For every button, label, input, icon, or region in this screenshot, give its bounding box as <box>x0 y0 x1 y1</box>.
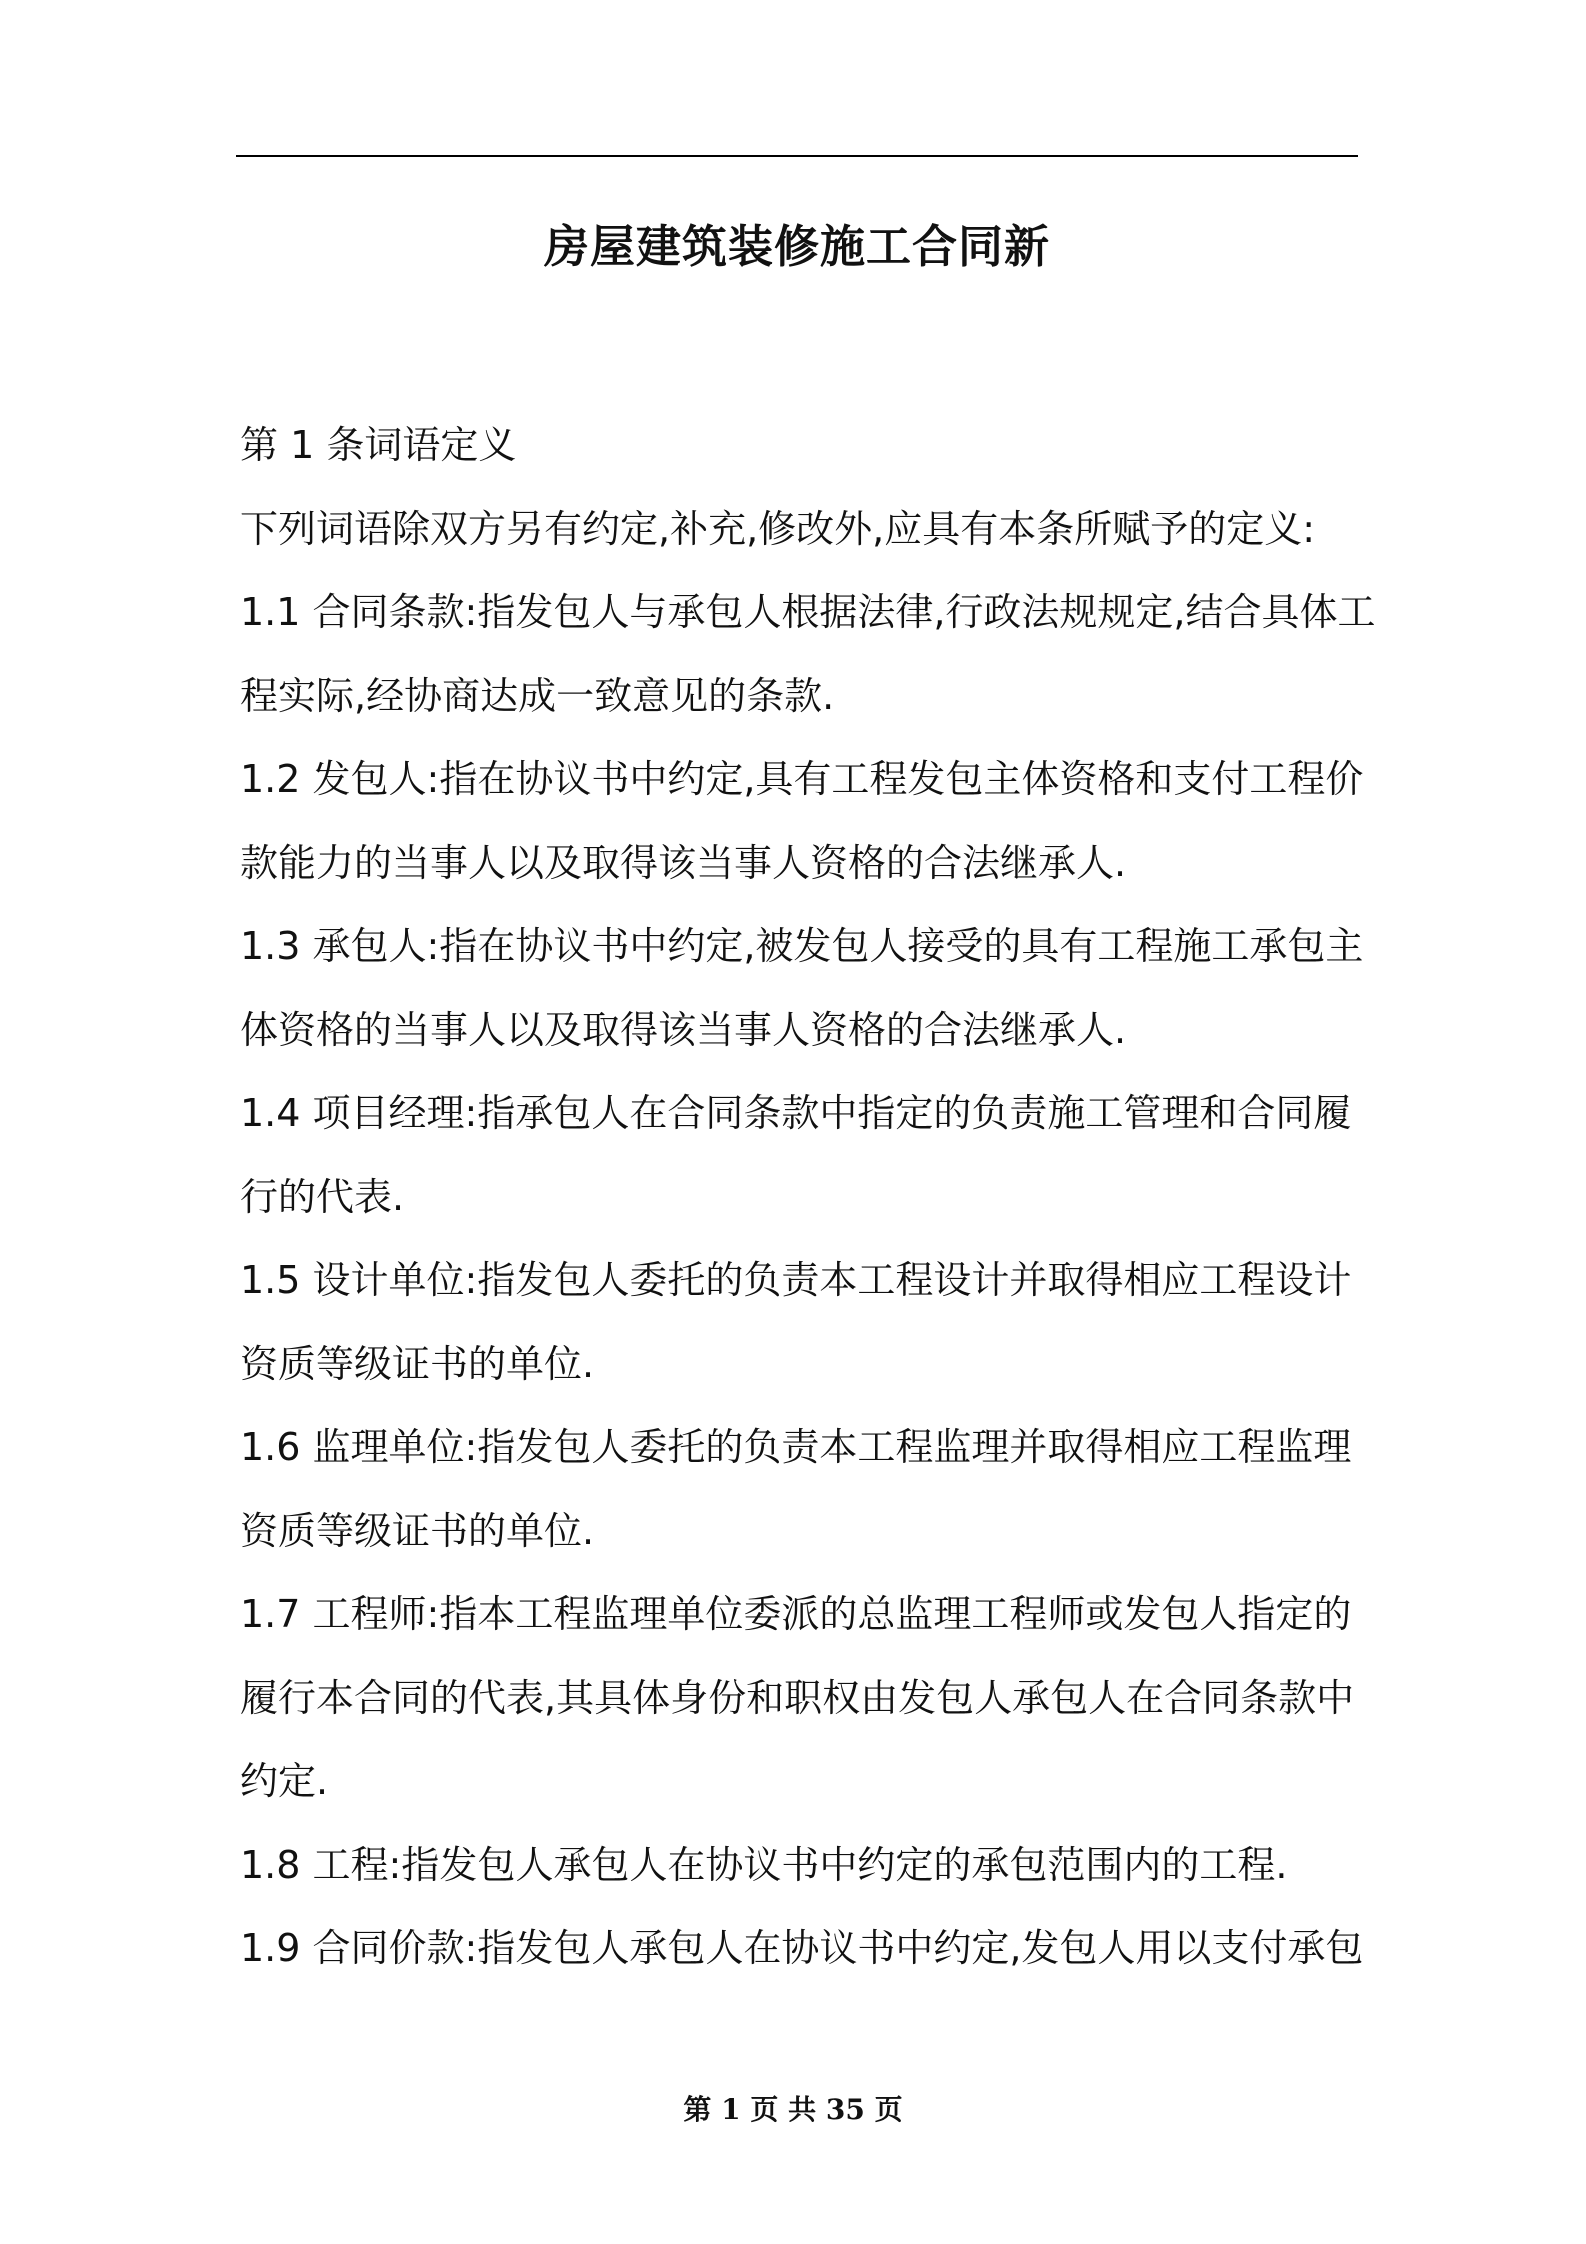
body-line: 资质等级证书的单位. <box>240 1508 595 1553</box>
body-line: 1.9 合同价款:指发包人承包人在协议书中约定,发包人用以支付承包 <box>240 1926 1364 1970</box>
body-line: 行的代表. <box>240 1174 405 1219</box>
body-line: 程实际,经协商达成一致意见的条款. <box>240 673 835 718</box>
body-line: 1.4 项目经理:指承包人在合同条款中指定的负责施工管理和合同履 <box>240 1091 1352 1135</box>
body-line: 1.2 发包人:指在协议书中约定,具有工程发包主体资格和支付工程价 <box>240 757 1364 801</box>
body-line: 资质等级证书的单位. <box>240 1341 595 1386</box>
document-body <box>240 404 1376 1991</box>
page-footer: 第 1 页 共 35 页 <box>683 2093 903 2126</box>
body-line: 款能力的当事人以及取得该当事人资格的合法继承人. <box>240 840 1127 885</box>
header-rule <box>236 155 1358 157</box>
body-line: 1.3 承包人:指在协议书中约定,被发包人接受的具有工程施工承包主 <box>240 924 1364 968</box>
body-line: 1.7 工程师:指本工程监理单位委派的总监理工程师或发包人指定的 <box>240 1592 1352 1636</box>
body-line: 约定. <box>240 1759 329 1803</box>
body-line: 1.6 监理单位:指发包人委托的负责本工程监理并取得相应工程监理 <box>240 1425 1352 1469</box>
body-line: 体资格的当事人以及取得该当事人资格的合法继承人. <box>240 1007 1127 1052</box>
section-heading: 第 1 条词语定义 <box>240 423 517 467</box>
body-line: 履行本合同的代表,其具体身份和职权由发包人承包人在合同条款中 <box>240 1675 1355 1720</box>
body-line: 下列词语除双方另有约定,补充,修改外,应具有本条所赋予的定义: <box>240 506 1316 551</box>
body-line: 1.5 设计单位:指发包人委托的负责本工程设计并取得相应工程设计 <box>240 1258 1352 1302</box>
body-line: 1.1 合同条款:指发包人与承包人根据法律,行政法规规定,结合具体工 <box>240 590 1376 634</box>
document-title: 房屋建筑装修施工合同新 <box>543 220 1050 273</box>
body-line: 1.8 工程:指发包人承包人在协议书中约定的承包范围内的工程. <box>240 1842 1288 1887</box>
